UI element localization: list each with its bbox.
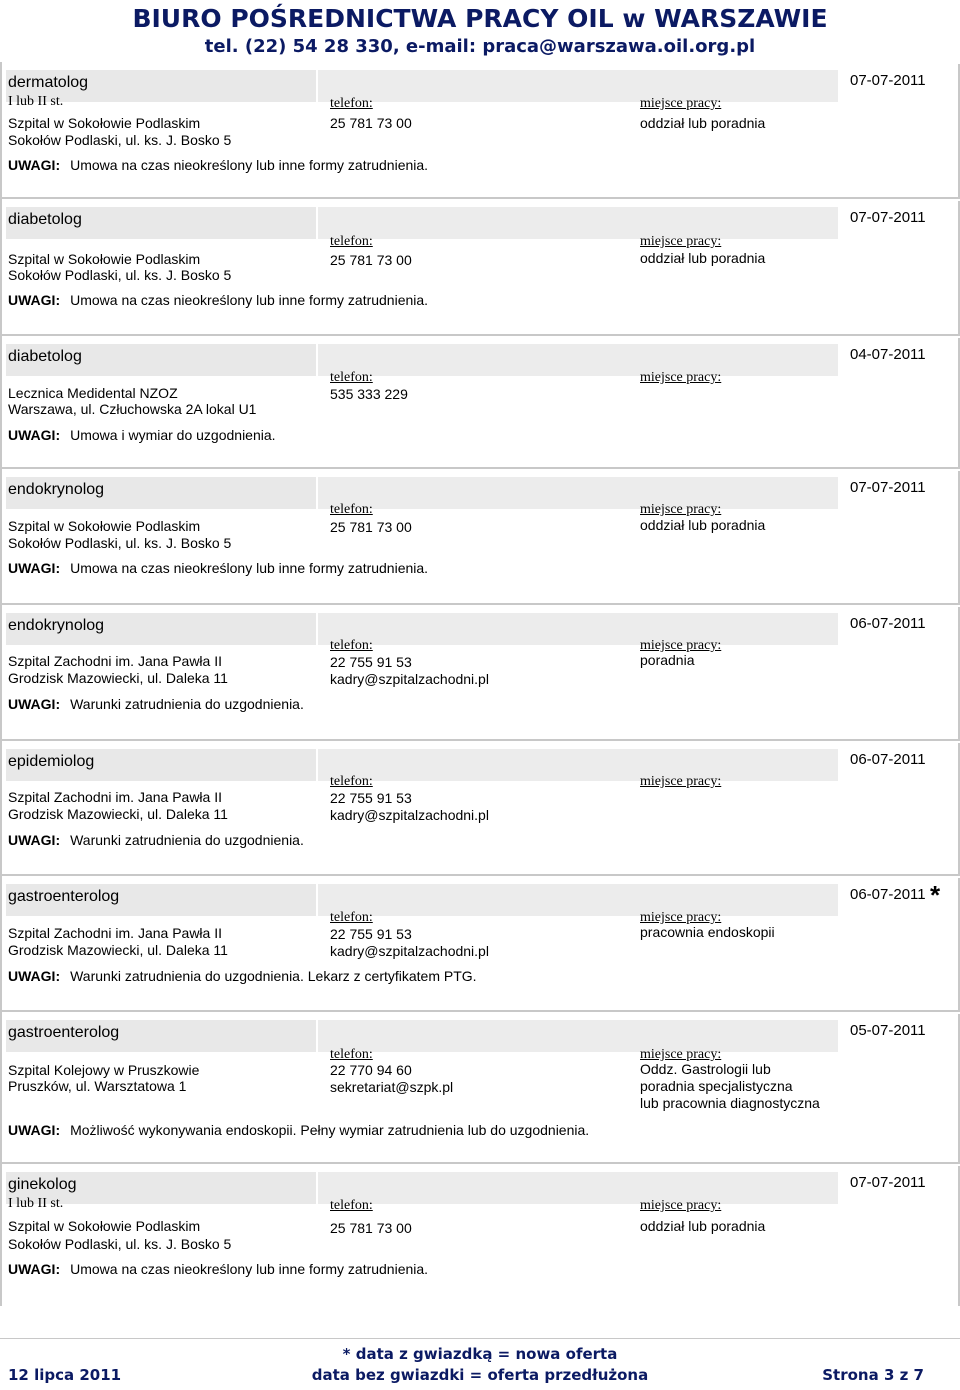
job-offer bbox=[0, 1014, 960, 1164]
email-address[interactable]: kadry@szpitalzachodni.pl bbox=[330, 671, 489, 687]
new-offer-star: * bbox=[930, 880, 941, 910]
notes-text: Umowa i wymiar do uzgodnienia. bbox=[70, 427, 276, 443]
offer-date: 07-07-2011 bbox=[850, 479, 926, 496]
phone-number: 22 770 94 60 bbox=[330, 1062, 412, 1078]
phone-label: telefon: bbox=[330, 1047, 373, 1062]
employer-name: Szpital Zachodni im. Jana Pawła II bbox=[8, 653, 222, 669]
employer-address: Grodzisk Mazowiecki, ul. Daleka 11 bbox=[8, 670, 228, 686]
specialty-title: gastroenterolog bbox=[8, 1024, 120, 1041]
job-offer bbox=[0, 1166, 960, 1306]
workplace-label: miejsce pracy: bbox=[640, 910, 722, 925]
email-address[interactable]: kadry@szpitalzachodni.pl bbox=[330, 807, 489, 823]
employer-address: Warszawa, ul. Człuchowska 2A lokal U1 bbox=[8, 401, 257, 417]
offer-date: 06-07-2011 bbox=[850, 615, 926, 632]
phone-number: 25 781 73 00 bbox=[330, 115, 412, 131]
offer-date: 07-07-2011 bbox=[850, 1174, 926, 1191]
employer-name: Szpital Zachodni im. Jana Pawła II bbox=[8, 789, 222, 805]
offer-date: 06-07-2011 bbox=[850, 751, 926, 768]
legend-extended-offer: data bez gwiazdki = oferta przedłużona bbox=[311, 1366, 649, 1384]
workplace-line: lub pracownia diagnostyczna bbox=[640, 1095, 820, 1111]
notes bbox=[8, 1261, 428, 1277]
document-header bbox=[0, 0, 960, 62]
notes bbox=[8, 292, 428, 308]
phone-number: 22 755 91 53 bbox=[330, 926, 412, 942]
workplace-line: poradnia specjalistyczna bbox=[640, 1078, 793, 1094]
specialty-title: diabetolog bbox=[8, 348, 82, 365]
notes-label: UWAGI: bbox=[8, 968, 61, 984]
workplace-label: miejsce pracy: bbox=[640, 1198, 722, 1213]
job-offer bbox=[0, 64, 960, 199]
employer-name: Lecznica Medidental NZOZ bbox=[8, 385, 178, 401]
offer-date: 07-07-2011 bbox=[850, 72, 926, 89]
notes-label: UWAGI: bbox=[8, 832, 61, 848]
notes-label: UWAGI: bbox=[8, 1122, 61, 1138]
email-address[interactable]: sekretariat@szpk.pl bbox=[330, 1079, 454, 1095]
phone-number: 22 755 91 53 bbox=[330, 790, 412, 806]
employer-address: Sokołów Podlaski, ul. ks. J. Bosko 5 bbox=[8, 535, 232, 551]
workplace-line: oddział lub poradnia bbox=[640, 115, 766, 131]
specialty-title: endokrynolog bbox=[8, 481, 105, 498]
notes-text: Możliwość wykonywania endoskopii. Pełny wymiar zatrudnienia lub do uzgodnienia. bbox=[70, 1122, 590, 1138]
degree-level: I lub II st. bbox=[8, 1196, 64, 1211]
workplace-line: Oddz. Gastrologii lub bbox=[640, 1061, 771, 1077]
notes-text: Warunki zatrudnienia do uzgodnienia. bbox=[70, 832, 304, 848]
phone-label: telefon: bbox=[330, 234, 373, 249]
phone-number: 25 781 73 00 bbox=[330, 252, 412, 268]
notes-label: UWAGI: bbox=[8, 560, 61, 576]
workplace-label: miejsce pracy: bbox=[640, 502, 722, 517]
footer-date: 12 lipca 2011 bbox=[8, 1366, 122, 1384]
notes-text: Warunki zatrudnienia do uzgodnienia. Lekarz z certyfikatem PTG. bbox=[70, 968, 477, 984]
workplace-label: miejsce pracy: bbox=[640, 234, 722, 249]
employer-address: Sokołów Podlaski, ul. ks. J. Bosko 5 bbox=[8, 267, 232, 283]
employer-name: Szpital w Sokołowie Podlaskim bbox=[8, 1218, 201, 1234]
notes bbox=[8, 157, 428, 173]
page-footer bbox=[0, 1338, 960, 1390]
phone-label: telefon: bbox=[330, 502, 373, 517]
offer-date: 04-07-2011 bbox=[850, 346, 926, 363]
notes-text: Umowa na czas nieokreślony lub inne formy zatrudnienia. bbox=[70, 560, 429, 576]
phone-number: 22 755 91 53 bbox=[330, 654, 412, 670]
employer-name: Szpital w Sokołowie Podlaskim bbox=[8, 251, 201, 267]
employer-name: Szpital Kolejowy w Pruszkowie bbox=[8, 1062, 200, 1078]
notes bbox=[8, 968, 477, 984]
page-number: Strona 3 z 7 bbox=[822, 1366, 924, 1384]
notes bbox=[8, 1122, 589, 1138]
phone-label: telefon: bbox=[330, 1198, 373, 1213]
workplace-line: pracownia endoskopii bbox=[640, 924, 775, 940]
phone-label: telefon: bbox=[330, 96, 373, 111]
employer-name: Szpital w Sokołowie Podlaskim bbox=[8, 518, 201, 534]
workplace-label: miejsce pracy: bbox=[640, 774, 722, 789]
employer-name: Szpital w Sokołowie Podlaskim bbox=[8, 115, 201, 131]
employer-address: Pruszków, ul. Warsztatowa 1 bbox=[8, 1078, 187, 1094]
employer-address: Sokołów Podlaski, ul. ks. J. Bosko 5 bbox=[8, 132, 232, 148]
offer-date: 05-07-2011 bbox=[850, 1022, 926, 1039]
notes-text: Umowa na czas nieokreślony lub inne formy zatrudnienia. bbox=[70, 1261, 429, 1277]
employer-address: Grodzisk Mazowiecki, ul. Daleka 11 bbox=[8, 806, 228, 822]
specialty-title: ginekolog bbox=[8, 1176, 77, 1193]
email-address[interactable]: kadry@szpitalzachodni.pl bbox=[330, 943, 489, 959]
workplace-label: miejsce pracy: bbox=[640, 370, 722, 385]
job-offer bbox=[0, 338, 960, 469]
offer-date: 06-07-2011 bbox=[850, 886, 926, 903]
notes bbox=[8, 696, 304, 712]
phone-number: 25 781 73 00 bbox=[330, 1220, 412, 1236]
specialty-title: dermatolog bbox=[8, 74, 89, 91]
notes-text: Umowa na czas nieokreślony lub inne formy zatrudnienia. bbox=[70, 292, 429, 308]
job-offer bbox=[0, 201, 960, 336]
phone-label: telefon: bbox=[330, 370, 373, 385]
workplace-label: miejsce pracy: bbox=[640, 1047, 722, 1062]
office-contact: tel. (22) 54 28 330, e-mail: praca@warszawa.oil.org.pl bbox=[204, 36, 756, 57]
employer-address: Sokołów Podlaski, ul. ks. J. Bosko 5 bbox=[8, 1236, 232, 1252]
workplace-label: miejsce pracy: bbox=[640, 638, 722, 653]
employer-address: Grodzisk Mazowiecki, ul. Daleka 11 bbox=[8, 942, 228, 958]
phone-number: 535 333 229 bbox=[330, 386, 408, 402]
notes bbox=[8, 427, 276, 443]
degree-level: I lub II st. bbox=[8, 94, 64, 109]
notes bbox=[8, 832, 304, 848]
notes-text: Warunki zatrudnienia do uzgodnienia. bbox=[70, 696, 304, 712]
phone-number: 25 781 73 00 bbox=[330, 519, 412, 535]
specialty-title: diabetolog bbox=[8, 211, 82, 228]
employer-name: Szpital Zachodni im. Jana Pawła II bbox=[8, 925, 222, 941]
legend-new-offer: * data z gwiazdką = nowa oferta bbox=[342, 1345, 618, 1363]
workplace-label: miejsce pracy: bbox=[640, 96, 722, 111]
notes-label: UWAGI: bbox=[8, 696, 61, 712]
job-offer bbox=[0, 607, 960, 741]
notes-label: UWAGI: bbox=[8, 427, 61, 443]
specialty-title: epidemiolog bbox=[8, 753, 95, 770]
notes-label: UWAGI: bbox=[8, 157, 61, 173]
offer-date: 07-07-2011 bbox=[850, 209, 926, 226]
phone-label: telefon: bbox=[330, 638, 373, 653]
notes-label: UWAGI: bbox=[8, 292, 61, 308]
job-offer bbox=[0, 471, 960, 605]
workplace-line: oddział lub poradnia bbox=[640, 250, 766, 266]
notes bbox=[8, 560, 428, 576]
office-title: BIURO POŚREDNICTWA PRACY OIL w WARSZAWIE bbox=[132, 4, 828, 33]
job-offer bbox=[0, 878, 960, 1012]
job-offer bbox=[0, 743, 960, 876]
phone-label: telefon: bbox=[330, 774, 373, 789]
phone-label: telefon: bbox=[330, 910, 373, 925]
specialty-title: gastroenterolog bbox=[8, 888, 120, 905]
notes-label: UWAGI: bbox=[8, 1261, 61, 1277]
workplace-line: oddział lub poradnia bbox=[640, 517, 766, 533]
workplace-line: oddział lub poradnia bbox=[640, 1218, 766, 1234]
specialty-title: endokrynolog bbox=[8, 617, 105, 634]
notes-text: Umowa na czas nieokreślony lub inne formy zatrudnienia. bbox=[70, 157, 429, 173]
workplace-line: poradnia bbox=[640, 652, 695, 668]
